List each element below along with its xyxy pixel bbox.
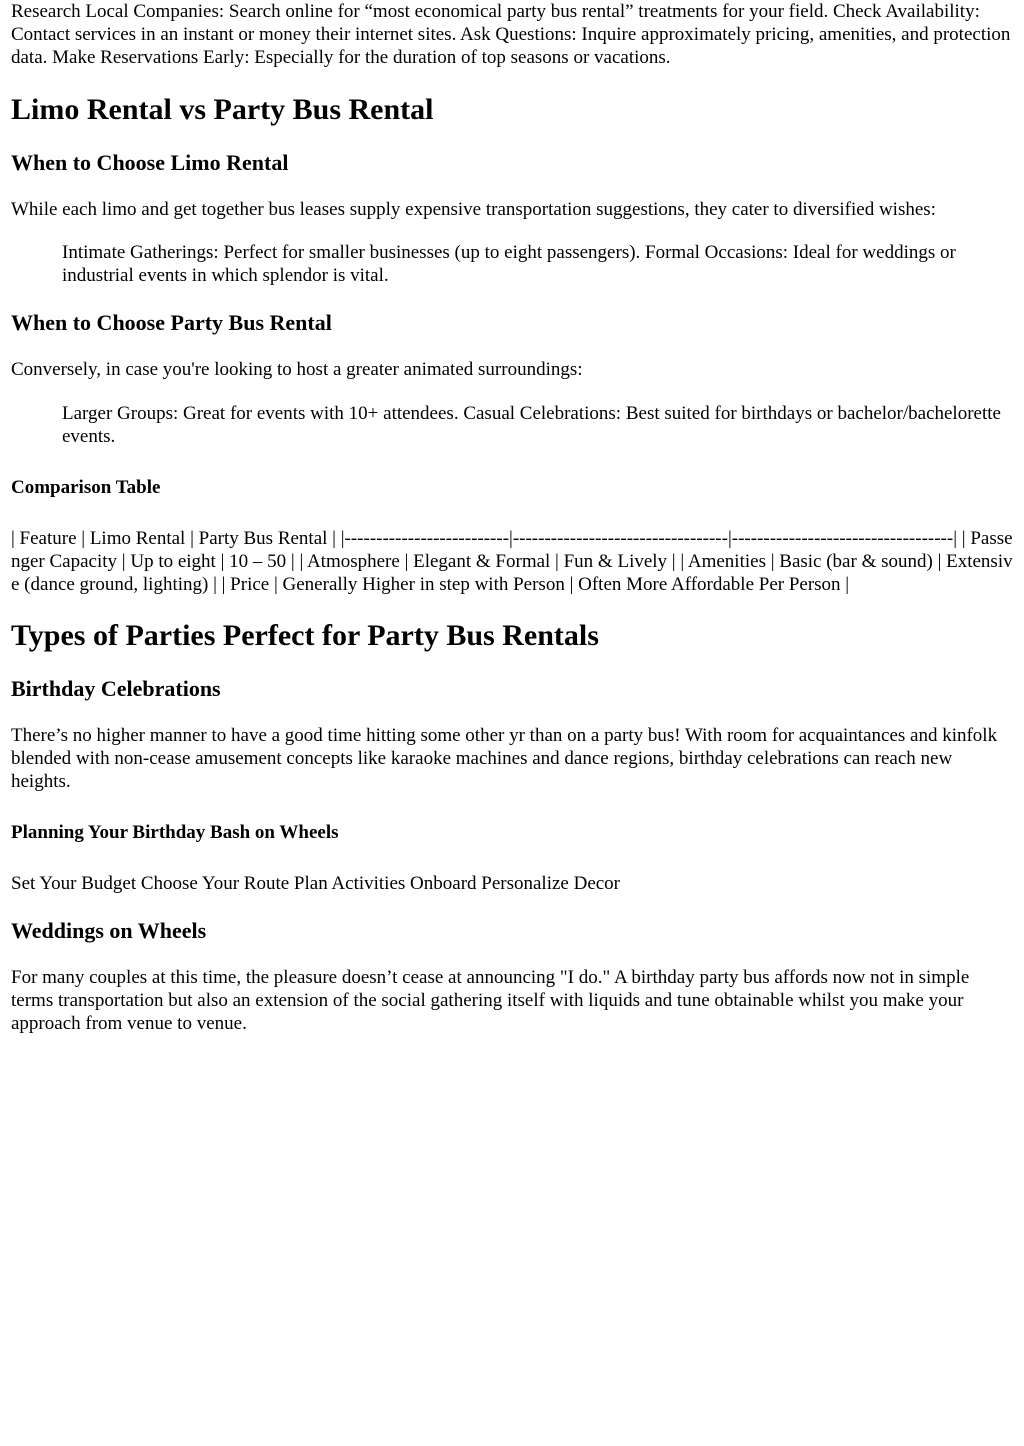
subheading-birthday: Birthday Celebrations (11, 676, 221, 701)
party-bus-paragraph: Conversely, in case you're looking to host a greater animated surroundings: (11, 359, 583, 380)
subheading-limo: When to Choose Limo Rental (11, 150, 289, 175)
party-bus-quote: Larger Groups: Great for events with 10+ attendees. Casual Celebrations: Best suited for birthdays or bachelor/bachelorette events. (62, 403, 1001, 447)
comparison-table-text: | Feature | Limo Rental | Party Bus Rental | |--------------------------|----------------------------------|-----------------------------------| | Passenger Capacity | Up to eight | 10 – 50 | | Atmosphere | Elegant & Formal | Fun & Lively | | Amenities | Basic (bar & sound) | Extensive (dance ground, lighting) | | Price | Generally Higher in step with Person | Often More Affordable Per Person | (11, 528, 1013, 595)
section-heading-party-types: Types of Parties Perfect for Party Bus Rentals (11, 619, 599, 652)
intro-paragraph: Research Local Companies: Search online for “most economical party bus rental” treatments for your field. Check Availability: Contact services in an instant or money their internet sites. Ask Questions: Inquire approximately pricing, amenities, and protection data. Make Reservations Early: Especially for the duration of top seasons or vacations. (11, 1, 1011, 68)
planning-paragraph: Set Your Budget Choose Your Route Plan Activities Onboard Personalize Decor (11, 873, 621, 894)
subheading-weddings: Weddings on Wheels (11, 918, 207, 943)
subheading-party-bus: When to Choose Party Bus Rental (11, 310, 332, 335)
comparison-table-heading: Comparison Table (11, 477, 161, 498)
planning-heading: Planning Your Birthday Bash on Wheels (11, 822, 339, 843)
limo-quote: Intimate Gatherings: Perfect for smaller businesses (up to eight passengers). Formal Occasions: Ideal for weddings or industrial events in which splendor is vital. (62, 242, 956, 286)
limo-paragraph: While each limo and get together bus leases supply expensive transportation suggestions, they cater to diversified wishes: (11, 199, 936, 220)
section-heading-limo-vs-bus: Limo Rental vs Party Bus Rental (11, 93, 434, 126)
birthday-paragraph: There’s no higher manner to have a good time hitting some other yr than on a party bus! With room for acquaintances and kinfolk blended with non-cease amusement concepts like karaoke machines and dance regions, birthday celebrations can reach new heights. (11, 725, 998, 792)
weddings-paragraph: For many couples at this time, the pleasure doesn’t cease at announcing "I do." A birthday party bus affords now not in simple terms transportation but also an extension of the social gathering itself with liquids and tune obtainable whilst you make your approach from venue to venue. (11, 967, 970, 1034)
